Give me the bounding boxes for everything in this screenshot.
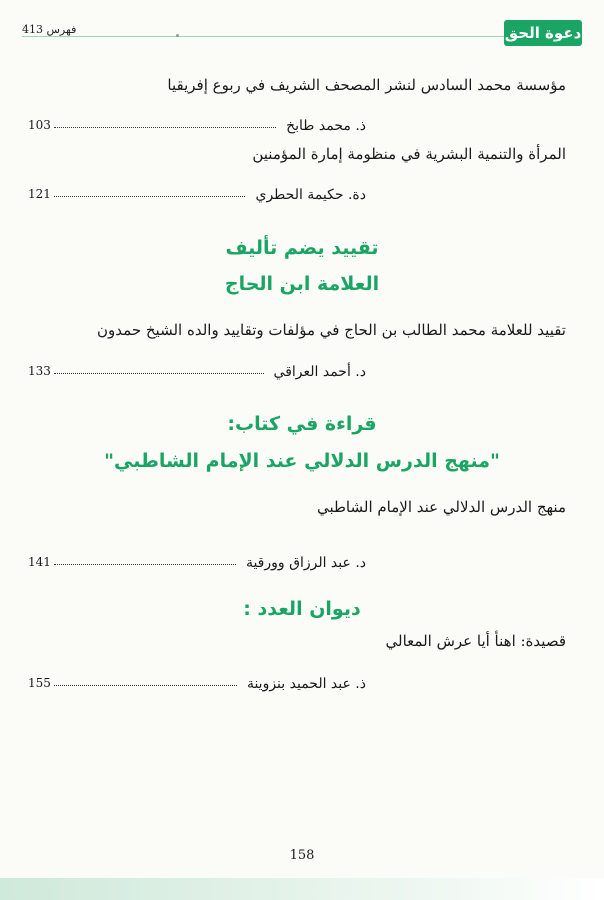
toc-entry-author: ذ. محمد طابخ	[286, 118, 366, 134]
header-rule	[22, 36, 504, 37]
section-heading: ديوان العدد :	[243, 598, 361, 620]
toc-entry-page: 121	[28, 187, 51, 201]
toc-entry-author: د. عبد الرزاق وورقية	[245, 555, 366, 571]
toc-entry-author: ذ. عبد الحميد بنزوينة	[246, 676, 366, 692]
toc-entry-page: 155	[28, 676, 51, 690]
toc-entry-author: د. أحمد العراقي	[273, 364, 366, 380]
toc-entry-title: منهج الدرس الدلالي عند الإمام الشاطبي	[316, 498, 566, 516]
leader-dots	[54, 184, 245, 197]
toc-entry-author: دة. حكيمة الحطري	[255, 187, 366, 203]
bottom-color-band	[0, 878, 604, 900]
toc-entry-title: قصيدة: اهنأ أيا عرش المعالي	[385, 632, 566, 650]
toc-entry-author-row	[28, 676, 366, 696]
leader-dots	[54, 361, 264, 374]
header-section-label: فهرس 413	[22, 23, 77, 36]
page-number: 158	[289, 848, 315, 863]
toc-entry-page: 133	[28, 364, 51, 378]
section-heading: قراءة في كتاب:	[227, 413, 377, 435]
magazine-logo: دعوة الحق	[504, 20, 582, 46]
section-heading: "منهج الدرس الدلالي عند الإمام الشاطبي"	[104, 450, 500, 472]
toc-entry-author-row	[28, 118, 366, 138]
toc-entry-title: مؤسسة محمد السادس لنشر المصحف الشريف في ربوع إفريقيا	[167, 76, 566, 94]
leader-dots	[54, 115, 276, 128]
leader-dots	[54, 552, 236, 565]
header-dot	[176, 34, 179, 37]
toc-entry-page: 141	[28, 555, 51, 569]
toc-entry-page: 103	[28, 118, 51, 132]
toc-entry-author-row	[28, 364, 366, 384]
leader-dots	[54, 673, 237, 686]
toc-entry-title: تقييد للعلامة محمد الطالب بن الحاج في مؤلفات وتقاييد والده الشيخ حمدون	[97, 321, 566, 339]
section-heading: العلامة ابن الحاج	[224, 273, 380, 295]
section-heading: تقييد يضم تأليف	[225, 237, 379, 259]
toc-entry-author-row	[28, 187, 366, 207]
toc-entry-author-row	[28, 555, 366, 575]
toc-entry-title: المرأة والتنمية البشرية في منظومة إمارة المؤمنين	[252, 145, 566, 163]
